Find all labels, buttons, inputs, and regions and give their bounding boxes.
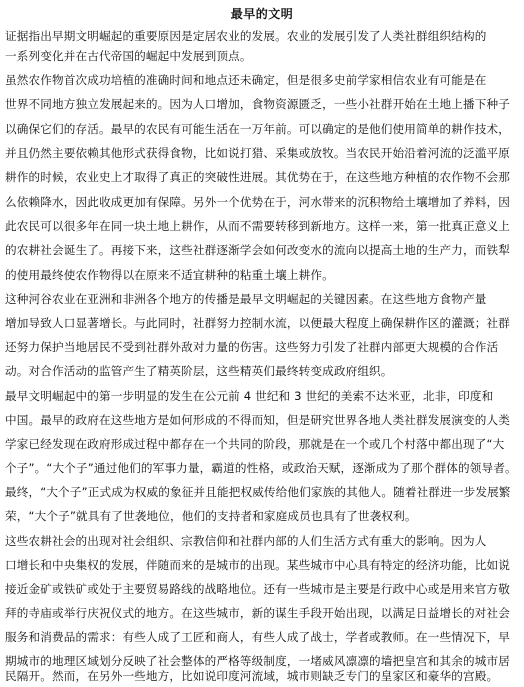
document-title: 最早的文明 bbox=[230, 7, 294, 21]
text-line: 学家已经发现在政府形成过程中都存在一个共同的阶段，那就是在一个或几个村落中都出现了“大 bbox=[5, 437, 505, 451]
text-line: 这些农耕社会的出现对社会组织、宗教信仰和社群内部的人们生活方式有重大的影响。因为人 bbox=[5, 534, 487, 548]
text-line: 口增长和中央集权的发展，伴随而来的是城市的出现。某些城市中心具有特定的经济功能，比如说 bbox=[5, 558, 510, 572]
text-line: 并且仍然主要依赖其他形式获得食物，比如说打猎、采集或放牧。当农民开始沿着河流的泛滥平原 bbox=[5, 146, 510, 160]
text-line: 荣，“大个子”就具有了世袭地位，他们的支持者和家庭成员也具有了世袭权利。 bbox=[5, 509, 417, 523]
text-line: 以确保它们的存活。最早的农民有可能生活在一万年前。可以确定的是他们使用简单的耕作技术， bbox=[5, 122, 510, 136]
text-line: 个子”。“大个子”通过他们的军事力量，霸道的性格，或政治天赋，逐渐成为了那个群体的领导者。 bbox=[5, 461, 517, 475]
text-line: 此农民可以很多年在同一块土地上耕作，从而不需要转移到新地方。这样一来，第一批真正意义上 bbox=[5, 219, 510, 233]
text-line: 的农耕社会诞生了。再接下来，这些社群逐渐学会如何改变水的流向以提高土地的生产力，而铁犁 bbox=[5, 243, 510, 257]
text-line: 增加导致人口显著增长。与此同时，社群努力控制水流，以便最大程度上确保耕作区的灌溉；社群 bbox=[5, 316, 510, 330]
text-line: 世界不同地方独立发展起来的。因为人口增加，食物资源匮乏，一些小社群开始在土地上播下种子 bbox=[5, 97, 510, 111]
text-line: 动。对合作活动的监管产生了精英阶层，这些精英们最终转变成政府组织。 bbox=[5, 364, 393, 378]
text-line: 的使用最终使农作物得以在原来不适宜耕种的粘重土壤上耕作。 bbox=[5, 268, 334, 282]
text-line: 接近金矿或铁矿或处于主要贸易路线的战略地位。还有一些城市是主要是行政中心或是用来官方敬 bbox=[5, 582, 510, 596]
text-line: 民隔开。然而，在另外一些地方，比如说印度河流域，城市则缺乏专门的皇家区和豪华的宫殿。 bbox=[5, 669, 499, 683]
text-line: 这种河谷农业在亚洲和非洲各个地方的传播是最早文明崛起的关键因素。在这些地方食物产量 bbox=[5, 292, 487, 306]
text-line: 拜的寺庙或举行庆祝仪式的地方。在这些城市，新的谋生手段开始出现，以满足日益增长的对社会 bbox=[5, 606, 510, 620]
text-line: 证据指出早期文明崛起的重要原因是定居农业的发展。农业的发展引发了人类社群组织结构的 bbox=[5, 29, 487, 43]
text-line: 耕作的时候，农业史上才取得了真正的突破性进展。其优势在于，在这些地方种植的农作物不会那 bbox=[5, 170, 510, 184]
text-line: 一系列变化并在古代帝国的崛起中发展到顶点。 bbox=[5, 49, 252, 63]
text-line: 最终，“大个子”正式成为权威的象征并且能把权威传给他们家族的其他人。随着社群进一步发展繁 bbox=[5, 485, 511, 499]
text-line: 虽然农作物首次成功培植的准确时间和地点还未确定，但是很多史前学家相信农业有可能是在 bbox=[5, 73, 487, 87]
text-line: 服务和消费品的需求：有些人成了工匠和商人，有些人成了战士，学者或教师。在一些情况下，早 bbox=[5, 630, 510, 644]
text-line: 最早文明崛起中的第一步明显的发生在公元前 4 世纪和 3 世纪的美索不达米亚，北非，印度和 bbox=[5, 389, 494, 403]
text-line: 中国。最早的政府在这些地方是如何形成的不得而知，但是研究世界各地人类社群发展演变的人类 bbox=[5, 413, 510, 427]
text-line: 么依赖降水，因此收成更加有保障。另外一个优势在于，河水带来的沉积物给土壤增加了养料，因 bbox=[5, 195, 510, 209]
text-line: 期城市的地理区域划分反映了社会整体的严格等级制度，一堵威风凛凛的墙把皇宫和其余的城市居 bbox=[5, 654, 510, 668]
text-line: 还努力保护当地居民不受到社群外敌对力量的伤害。这些努力引发了社群内部更大规模的合作活 bbox=[5, 340, 499, 354]
